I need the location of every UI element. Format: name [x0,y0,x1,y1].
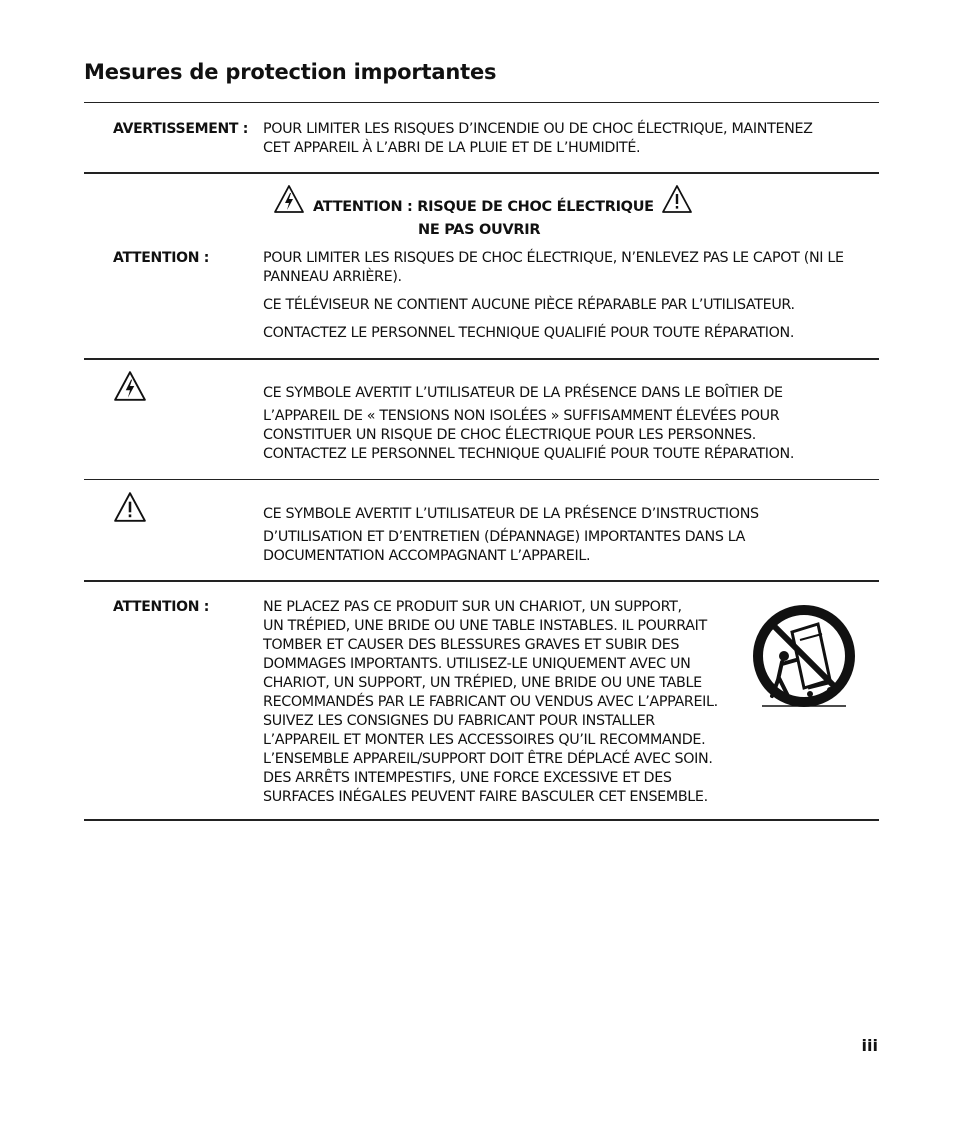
text-line: CONSTITUER UN RISQUE DE CHOC ÉLECTRIQUE POUR LES PERSONNES. [263,427,756,443]
text-line: DOCUMENTATION ACCOMPAGNANT L’APPAREIL. [263,548,591,564]
text-line: DES ARRÊTS INTEMPESTIFS, UNE FORCE EXCESSIVE ET DES [263,770,672,786]
page-number: iii [861,1036,878,1055]
divider [84,479,879,480]
text-line: CE SYMBOLE AVERTIT L’UTILISATEUR DE LA PRÉSENCE D’INSTRUCTIONS [263,506,759,522]
exclamation-warning-icon [661,184,693,214]
caution-text [263,249,844,343]
caution-header-line2: NE PAS OUVRIR [418,222,541,238]
text-line: L’APPAREIL ET MONTER LES ACCESSOIRES QU’IL RECOMMANDE. [263,732,706,748]
cart-caution-text [263,598,718,807]
divider [84,819,879,821]
text-line: SURFACES INÉGALES PEUVENT FAIRE BASCULER CET ENSEMBLE. [263,789,708,805]
lightning-symbol-text [263,384,794,464]
exclamation-warning-icon [113,491,147,523]
text-line: CET APPAREIL À L’ABRI DE LA PLUIE ET DE L’HUMIDITÉ. [263,140,641,156]
text-line: D’UTILISATION ET D’ENTRETIEN (DÉPANNAGE) IMPORTANTES DANS LA [263,529,746,545]
divider [84,102,879,103]
text-line: POUR LIMITER LES RISQUES D’INCENDIE OU DE CHOC ÉLECTRIQUE, MAINTENEZ [263,121,813,137]
exclamation-symbol-text [263,505,759,566]
divider [84,172,879,174]
text-line: CONTACTEZ LE PERSONNEL TECHNIQUE QUALIFIÉ POUR TOUTE RÉPARATION. [263,446,795,462]
text-line: CE SYMBOLE AVERTIT L’UTILISATEUR DE LA PRÉSENCE DANS LE BOÎTIER DE [263,385,783,401]
page-title: Mesures de protection importantes [84,60,497,84]
divider [84,358,879,360]
text-line: CHARIOT, UN SUPPORT, UN TRÉPIED, UNE BRIDE OU UNE TABLE [263,675,702,691]
cart-caution-label: ATTENTION : [113,599,209,615]
text-line: NE PLACEZ PAS CE PRODUIT SUR UN CHARIOT, UN SUPPORT, [263,599,682,615]
warning-label: AVERTISSEMENT : [113,121,249,137]
caution-label: ATTENTION : [113,250,209,266]
cart-tip-over-warning-icon [752,604,856,710]
lightning-warning-icon [273,184,305,214]
warning-text [263,120,813,158]
text-line: L’APPAREIL DE « TENSIONS NON ISOLÉES » SUFFISAMMENT ÉLEVÉES POUR [263,408,780,424]
text-line: CE TÉLÉVISEUR NE CONTIENT AUCUNE PIÈCE RÉPARABLE PAR L’UTILISATEUR. [263,297,795,313]
divider [84,580,879,582]
text-line: L’ENSEMBLE APPAREIL/SUPPORT DOIT ÊTRE DÉPLACÉ AVEC SOIN. [263,751,713,767]
text-line: UN TRÉPIED, UNE BRIDE OU UNE TABLE INSTABLES. IL POURRAIT [263,618,707,634]
lightning-warning-icon [113,370,147,402]
caution-header-line1: ATTENTION : RISQUE DE CHOC ÉLECTRIQUE [313,199,654,215]
text-line: PANNEAU ARRIÈRE). [263,269,402,285]
text-line: TOMBER ET CAUSER DES BLESSURES GRAVES ET SUBIR DES [263,637,680,653]
text-line: POUR LIMITER LES RISQUES DE CHOC ÉLECTRIQUE, N’ENLEVEZ PAS LE CAPOT (NI LE [263,250,844,266]
text-line: RECOMMANDÉS PAR LE FABRICANT OU VENDUS AVEC L’APPAREIL. [263,694,718,710]
text-line: DOMMAGES IMPORTANTS. UTILISEZ-LE UNIQUEMENT AVEC UN [263,656,691,672]
text-line: SUIVEZ LES CONSIGNES DU FABRICANT POUR INSTALLER [263,713,655,729]
text-line: CONTACTEZ LE PERSONNEL TECHNIQUE QUALIFIÉ POUR TOUTE RÉPARATION. [263,325,795,341]
